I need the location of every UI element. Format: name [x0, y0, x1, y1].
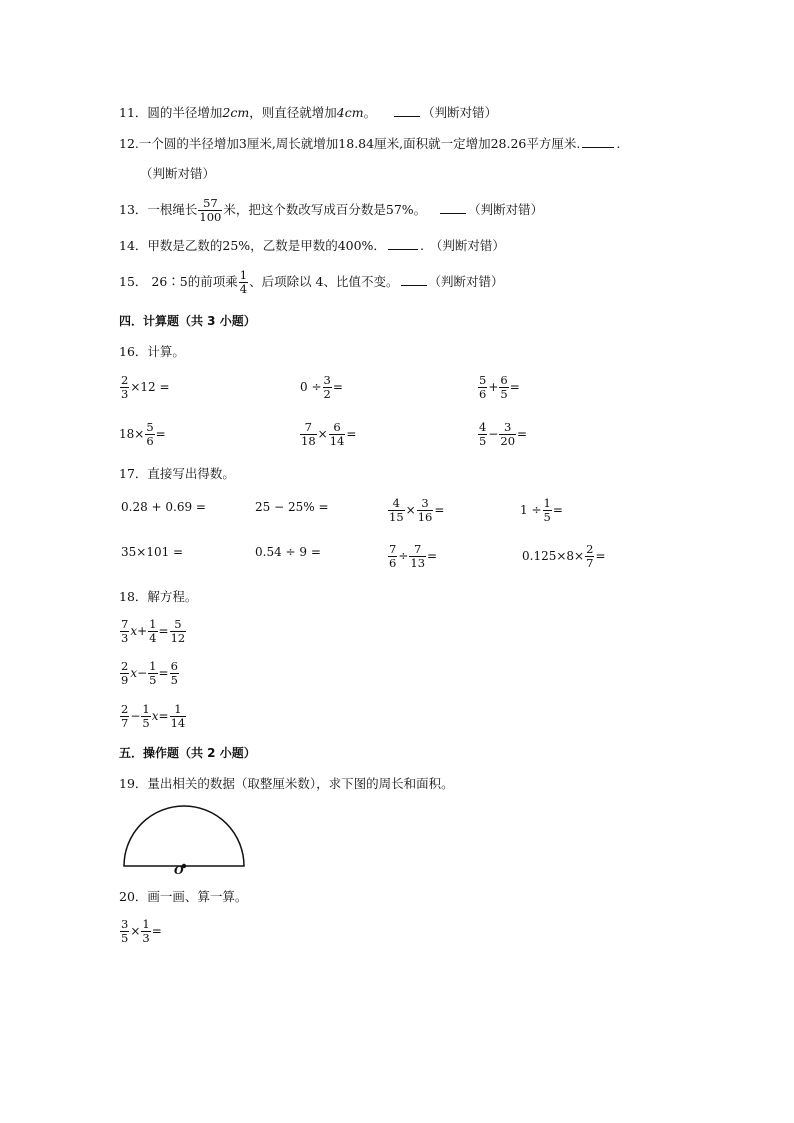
judge-hint: （判断对错）	[422, 105, 498, 120]
numerator: 5	[479, 373, 487, 387]
variable: x	[130, 624, 138, 638]
answer-blank[interactable]	[401, 273, 427, 286]
denominator: 5	[149, 673, 157, 687]
expression-text: =	[517, 427, 528, 441]
semicircle-figure	[121, 803, 247, 882]
question-number: 13．	[119, 202, 148, 217]
fraction	[148, 618, 157, 645]
fraction	[329, 421, 346, 448]
fraction	[198, 197, 222, 224]
punctuation: .	[616, 136, 621, 151]
denominator: 5	[479, 434, 487, 448]
semicircle-drawing	[121, 803, 247, 879]
expression-text: =	[552, 503, 563, 517]
calc-expression: 35×101 =	[121, 545, 184, 559]
fraction	[145, 421, 154, 448]
expression-text: 1 ÷	[520, 503, 542, 517]
expression-text: =	[346, 427, 357, 441]
numerator: 7	[409, 543, 426, 557]
judge-hint: （判断对错）	[468, 202, 544, 217]
denominator: 16	[417, 510, 433, 524]
center-label: O	[174, 864, 184, 877]
denominator: 4	[149, 631, 157, 645]
operator: −	[130, 709, 141, 723]
numerator: 1	[149, 617, 157, 631]
fraction	[478, 421, 487, 448]
expression-text: ×12 =	[130, 380, 170, 394]
denominator: 5	[121, 931, 129, 945]
numerator: 1	[142, 702, 150, 716]
fraction	[170, 703, 187, 730]
calc-expression	[520, 495, 563, 525]
operator: ÷	[398, 549, 409, 563]
question-text: 米，把这个数改写成百分数是57%。	[223, 202, 427, 217]
fraction	[120, 618, 129, 645]
punctuation: .	[419, 238, 424, 253]
question-text: 。	[363, 105, 377, 120]
expression-text: =	[155, 427, 166, 441]
numerator: 6	[329, 421, 346, 435]
denominator: 100	[199, 210, 222, 224]
expression-text: =	[595, 549, 606, 563]
operator: ×	[405, 503, 416, 517]
question-text: 一根绳长	[147, 202, 198, 217]
section-heading-5: 五．操作题（共 2 小题）	[119, 746, 256, 760]
numerator: 7	[389, 542, 397, 556]
question-text: 12.一个圆的半径增加3厘米,周长就增加18.84厘米,面积就一定增加28.26平方厘米.	[119, 136, 581, 151]
numerator: 1	[142, 917, 150, 931]
answer-blank[interactable]	[394, 104, 420, 117]
numerator: 6	[500, 373, 508, 387]
calc-expression	[300, 372, 343, 402]
fraction	[388, 543, 397, 570]
question-12	[119, 135, 620, 153]
fraction	[170, 660, 179, 687]
fraction	[499, 374, 508, 401]
fraction	[300, 421, 317, 448]
numerator: 3	[417, 497, 434, 511]
denominator: 5	[142, 716, 150, 730]
expression-text: =	[434, 503, 445, 517]
denominator: 13	[410, 556, 426, 570]
expression-text: 0.125×8×	[522, 549, 585, 563]
fraction	[120, 660, 129, 687]
denominator: 14	[170, 716, 186, 730]
question-20-title: 20．画一画、算一算。	[119, 889, 248, 904]
judge-hint: （判断对错）	[429, 238, 505, 253]
expression-text: =	[151, 924, 162, 938]
numerator: 6	[170, 659, 178, 673]
numerator: 7	[121, 617, 129, 631]
question-15	[119, 266, 504, 298]
fraction	[499, 421, 516, 448]
denominator: 18	[301, 434, 316, 448]
denominator: 12	[170, 631, 186, 645]
equation	[119, 658, 180, 688]
calc-expression	[522, 541, 606, 571]
question-number: 11．	[119, 105, 148, 120]
question-text: 、后项除以 4、比值不变。	[249, 274, 399, 289]
calc-expression	[477, 372, 520, 402]
denominator: 14	[329, 434, 345, 448]
denominator: 3	[142, 931, 150, 945]
judge-hint: （判断对错）	[428, 274, 504, 289]
section-heading-4: 四．计算题（共 3 小题）	[119, 314, 256, 328]
operator: +	[488, 380, 499, 394]
fraction	[120, 703, 129, 730]
expression-text: 0 ÷	[300, 380, 322, 394]
fraction	[141, 918, 150, 945]
question-18-title: 18．解方程。	[119, 589, 198, 604]
denominator: 7	[586, 556, 594, 570]
numerator: 4	[388, 497, 405, 511]
denominator: 20	[500, 434, 516, 448]
numerator: 1	[543, 496, 551, 510]
fraction	[239, 269, 248, 296]
numerator: 1	[239, 268, 248, 282]
denominator: 9	[121, 673, 129, 687]
fraction	[585, 543, 594, 570]
equals-sign: =	[158, 709, 169, 723]
denominator: 5	[543, 510, 551, 524]
answer-blank[interactable]	[440, 201, 466, 214]
fraction	[120, 374, 129, 401]
calc-expression	[387, 495, 444, 525]
unit: cm	[230, 105, 250, 120]
denominator: 6	[389, 556, 397, 570]
calc-expression	[119, 419, 166, 449]
value: 4	[336, 105, 345, 120]
question-text: ，则直径就增加	[249, 105, 337, 120]
operator: −	[137, 666, 148, 680]
equation	[119, 616, 187, 646]
fraction	[148, 660, 157, 687]
variable: x	[151, 709, 159, 723]
denominator: 6	[479, 387, 487, 401]
unit: cm	[344, 105, 364, 120]
answer-blank[interactable]	[582, 135, 614, 148]
expression-text: 18×	[119, 427, 145, 441]
question-text: 15． 26∶5的前项乘	[119, 274, 238, 289]
expression-text: =	[332, 380, 343, 394]
calc-expression: 0.28 + 0.69 =	[121, 500, 206, 514]
variable: x	[130, 666, 138, 680]
value: 2	[222, 105, 231, 120]
numerator: 1	[149, 659, 157, 673]
answer-blank[interactable]	[388, 237, 418, 250]
question-text: 圆的半径增加	[147, 105, 223, 120]
numerator: 3	[323, 373, 331, 387]
calc-expression: 25 − 25% =	[255, 500, 329, 514]
numerator: 2	[586, 542, 594, 556]
question-16-title: 16．计算。	[119, 344, 185, 359]
numerator: 7	[300, 421, 317, 435]
denominator: 5	[500, 387, 508, 401]
calc-expression	[119, 916, 162, 946]
fraction	[323, 374, 332, 401]
operator: ×	[317, 427, 328, 441]
calc-expression	[477, 419, 527, 449]
fraction	[120, 918, 129, 945]
numerator: 2	[121, 373, 129, 387]
question-19-title: 19．量出相关的数据（取整厘米数），求下图的周长和面积。	[119, 776, 454, 791]
fraction	[170, 618, 187, 645]
numerator: 3	[499, 421, 516, 435]
question-13	[119, 194, 543, 226]
question-17-title: 17．直接写出得数。	[119, 466, 235, 481]
fraction	[141, 703, 150, 730]
denominator: 2	[323, 387, 331, 401]
question-12-tail	[140, 165, 215, 183]
expression-text: =	[427, 549, 438, 563]
denominator: 15	[389, 510, 404, 524]
fraction	[478, 374, 487, 401]
fraction	[388, 497, 405, 524]
denominator: 6	[146, 434, 154, 448]
equals-sign: =	[158, 666, 169, 680]
equals-sign: =	[158, 624, 169, 638]
operator: ×	[130, 924, 141, 938]
calc-expression	[119, 372, 170, 402]
fraction	[417, 497, 434, 524]
numerator: 1	[170, 703, 187, 717]
numerator: 5	[170, 618, 187, 632]
calc-expression: 0.54 ÷ 9 =	[255, 545, 321, 559]
operator: −	[488, 427, 499, 441]
numerator: 2	[121, 659, 129, 673]
question-14	[119, 237, 505, 255]
operator: +	[137, 624, 148, 638]
numerator: 3	[121, 917, 129, 931]
semicircle-outline	[124, 806, 244, 866]
calc-expression	[299, 419, 356, 449]
denominator: 7	[121, 716, 129, 730]
equation	[119, 701, 187, 731]
question-text: 14．甲数是乙数的25%，乙数是甲数的400%．	[119, 238, 386, 253]
expression-text: =	[509, 380, 520, 394]
denominator: 4	[239, 282, 248, 296]
denominator: 3	[121, 387, 129, 401]
question-11	[119, 104, 497, 122]
numerator: 5	[146, 420, 154, 434]
fraction	[543, 497, 552, 524]
judge-hint: （判断对错）	[140, 166, 216, 181]
fraction	[409, 543, 426, 570]
numerator: 4	[479, 420, 487, 434]
denominator: 3	[121, 631, 129, 645]
numerator: 2	[121, 702, 129, 716]
denominator: 5	[170, 673, 178, 687]
numerator: 57	[198, 197, 222, 211]
calc-expression	[387, 541, 437, 571]
